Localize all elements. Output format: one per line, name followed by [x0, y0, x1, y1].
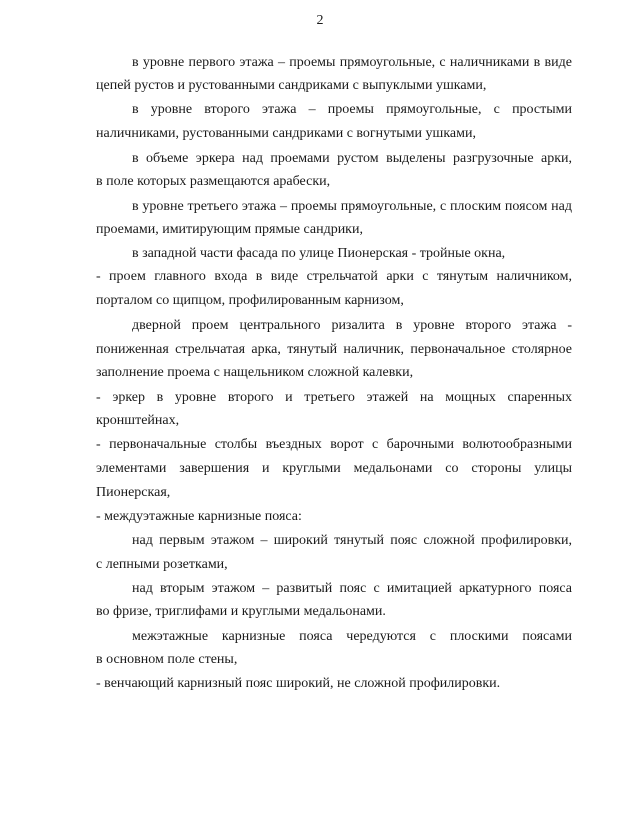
text-line: над вторым этажом – развитый пояс с имитацией аркатурного пояса [132, 581, 572, 596]
text-line: пониженная стрельчатая арка, тянутый наличник, первоначальное столярное [96, 342, 572, 357]
text-line: - междуэтажные карнизные пояса: [96, 509, 302, 524]
text-line: в уровне второго этажа – проемы прямоугольные, с простыми [132, 102, 572, 117]
text-line: - первоначальные столбы въездных ворот с барочными волютообразными [96, 437, 572, 452]
text-line: проемами, имитирующим прямые сандрики, [96, 222, 363, 237]
text-line: цепей рустов и рустованными сандриками с выпуклыми ушками, [96, 78, 487, 93]
text-line: Пионерская, [96, 485, 171, 500]
text-line: в западной части фасада по улице Пионерская - тройные окна, [132, 246, 506, 261]
text-line: с лепными розетками, [96, 557, 228, 572]
text-line: кронштейнах, [96, 413, 180, 428]
text-line: элементами завершения и круглыми медальонами со стороны улицы [96, 461, 572, 476]
text-line: - эркер в уровне второго и третьего этажей на мощных спаренных [96, 390, 572, 405]
text-line: - венчающий карнизный пояс широкий, не сложной профилировки. [96, 676, 501, 691]
text-line: в основном поле стены, [96, 652, 238, 667]
text-line: заполнение проема с нащельником сложной калевки, [96, 365, 414, 380]
text-line: порталом со щипцом, профилированным карнизом, [96, 293, 404, 308]
text-line: во фризе, триглифами и круглыми медальонами. [96, 604, 386, 619]
page-number: 2 [316, 13, 324, 28]
text-line: наличниками, рустованными сандриками с вогнутыми ушками, [96, 126, 476, 141]
text-line: в уровне первого этажа – проемы прямоугольные, с наличниками в виде [132, 55, 572, 70]
text-line: в поле которых размещаются арабески, [96, 174, 331, 189]
text-line: дверной проем центрального ризалита в уровне второго этажа - [132, 318, 572, 333]
text-line: в уровне третьего этажа – проемы прямоугольные, с плоским поясом над [132, 199, 572, 214]
text-line: над первым этажом – широкий тянутый пояс сложной профилировки, [132, 533, 572, 548]
text-line: межэтажные карнизные пояса чередуются с плоскими поясами [132, 629, 572, 644]
text-line: в объеме эркера над проемами рустом выделены разгрузочные арки, [132, 151, 572, 166]
text-line: - проем главного входа в виде стрельчатой арки с тянутым наличником, [96, 269, 572, 284]
